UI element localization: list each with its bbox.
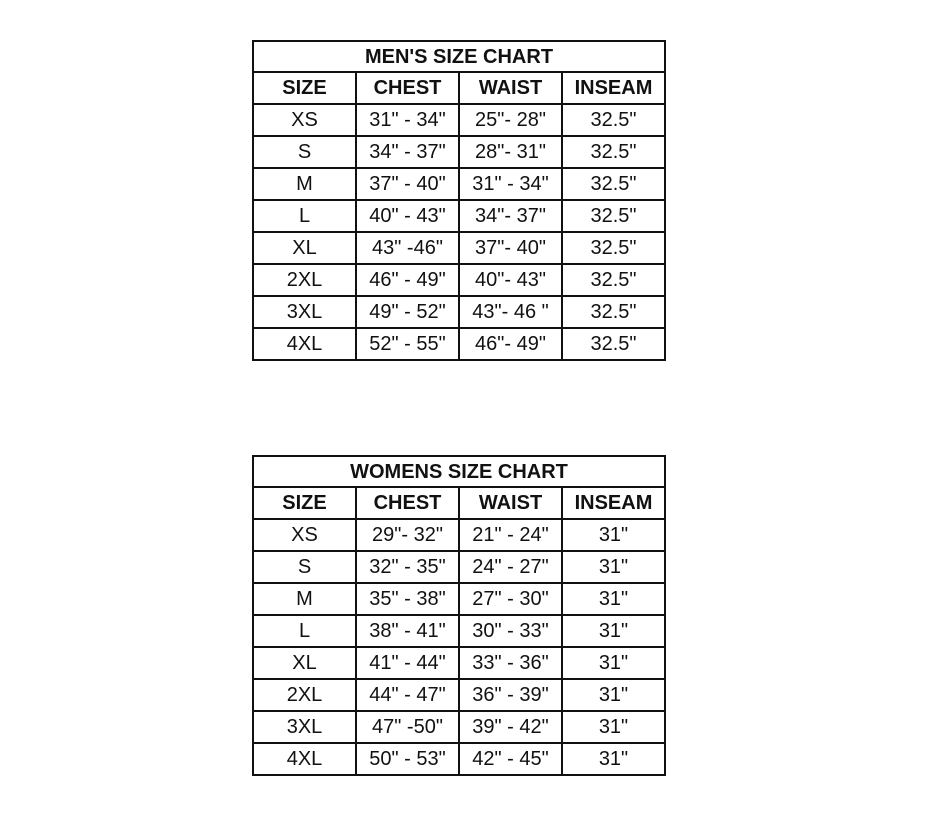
mens-cell-waist: 37"- 40" [459, 232, 562, 264]
mens-cell-size: L [253, 200, 356, 232]
mens-cell-size: M [253, 168, 356, 200]
mens-header-row [253, 72, 665, 104]
mens-cell-waist: 28"- 31" [459, 136, 562, 168]
womens-cell-size: 2XL [253, 679, 356, 711]
mens-header-size: SIZE [253, 72, 356, 104]
mens-table-row [253, 104, 665, 136]
womens-table-row [253, 551, 665, 583]
mens-cell-chest: 46" - 49" [356, 264, 459, 296]
womens-header-row [253, 487, 665, 519]
mens-cell-size: 4XL [253, 328, 356, 360]
womens-cell-size: XS [253, 519, 356, 551]
mens-table-row [253, 136, 665, 168]
womens-table-row [253, 679, 665, 711]
womens-cell-chest: 35" - 38" [356, 583, 459, 615]
womens-cell-waist: 24" - 27" [459, 551, 562, 583]
mens-cell-size: 2XL [253, 264, 356, 296]
womens-chart-title: WOMENS SIZE CHART [253, 456, 665, 487]
womens-cell-inseam: 31" [562, 711, 665, 743]
mens-cell-inseam: 32.5" [562, 168, 665, 200]
mens-table-body [253, 104, 665, 360]
womens-cell-inseam: 31" [562, 743, 665, 775]
mens-header-chest: CHEST [356, 72, 459, 104]
womens-cell-chest: 50" - 53" [356, 743, 459, 775]
mens-table-row [253, 264, 665, 296]
mens-cell-inseam: 32.5" [562, 200, 665, 232]
mens-table-row [253, 200, 665, 232]
womens-cell-chest: 47" -50" [356, 711, 459, 743]
mens-header-inseam: INSEAM [562, 72, 665, 104]
womens-cell-waist: 30" - 33" [459, 615, 562, 647]
mens-cell-inseam: 32.5" [562, 104, 665, 136]
mens-cell-waist: 46"- 49" [459, 328, 562, 360]
mens-cell-chest: 52" - 55" [356, 328, 459, 360]
womens-header-chest: CHEST [356, 487, 459, 519]
womens-cell-size: 3XL [253, 711, 356, 743]
womens-cell-size: M [253, 583, 356, 615]
mens-table-row [253, 168, 665, 200]
womens-size-chart-table [252, 455, 666, 776]
womens-header-inseam: INSEAM [562, 487, 665, 519]
mens-size-chart-table [252, 40, 666, 361]
womens-cell-waist: 21" - 24" [459, 519, 562, 551]
mens-cell-inseam: 32.5" [562, 136, 665, 168]
womens-header-size: SIZE [253, 487, 356, 519]
womens-cell-inseam: 31" [562, 615, 665, 647]
womens-cell-size: L [253, 615, 356, 647]
womens-cell-chest: 32" - 35" [356, 551, 459, 583]
womens-cell-waist: 39" - 42" [459, 711, 562, 743]
womens-table-row [253, 743, 665, 775]
womens-cell-chest: 38" - 41" [356, 615, 459, 647]
womens-cell-inseam: 31" [562, 551, 665, 583]
womens-table-row [253, 711, 665, 743]
mens-header-waist: WAIST [459, 72, 562, 104]
womens-cell-waist: 27" - 30" [459, 583, 562, 615]
mens-cell-size: S [253, 136, 356, 168]
mens-cell-chest: 43" -46" [356, 232, 459, 264]
mens-table-row [253, 296, 665, 328]
womens-table-body [253, 519, 665, 775]
mens-cell-waist: 40"- 43" [459, 264, 562, 296]
womens-table-row [253, 615, 665, 647]
mens-cell-waist: 34"- 37" [459, 200, 562, 232]
mens-table-row [253, 232, 665, 264]
mens-cell-chest: 49" - 52" [356, 296, 459, 328]
womens-cell-inseam: 31" [562, 519, 665, 551]
womens-cell-waist: 42" - 45" [459, 743, 562, 775]
mens-cell-waist: 43"- 46 " [459, 296, 562, 328]
womens-cell-chest: 44" - 47" [356, 679, 459, 711]
mens-cell-size: XL [253, 232, 356, 264]
womens-cell-waist: 33" - 36" [459, 647, 562, 679]
womens-table-row [253, 519, 665, 551]
mens-cell-waist: 31" - 34" [459, 168, 562, 200]
womens-cell-size: S [253, 551, 356, 583]
womens-table-row [253, 583, 665, 615]
womens-table-row [253, 647, 665, 679]
mens-chart-title: MEN'S SIZE CHART [253, 41, 665, 72]
mens-cell-waist: 25"- 28" [459, 104, 562, 136]
mens-cell-size: XS [253, 104, 356, 136]
womens-header-waist: WAIST [459, 487, 562, 519]
womens-cell-chest: 41" - 44" [356, 647, 459, 679]
mens-cell-chest: 37" - 40" [356, 168, 459, 200]
mens-cell-size: 3XL [253, 296, 356, 328]
mens-cell-chest: 40" - 43" [356, 200, 459, 232]
mens-table-row [253, 328, 665, 360]
womens-title-row [253, 456, 665, 487]
mens-cell-chest: 31" - 34" [356, 104, 459, 136]
mens-cell-inseam: 32.5" [562, 264, 665, 296]
mens-title-row [253, 41, 665, 72]
mens-cell-inseam: 32.5" [562, 232, 665, 264]
womens-cell-chest: 29"- 32" [356, 519, 459, 551]
mens-cell-chest: 34" - 37" [356, 136, 459, 168]
womens-cell-waist: 36" - 39" [459, 679, 562, 711]
womens-cell-size: XL [253, 647, 356, 679]
womens-cell-inseam: 31" [562, 679, 665, 711]
womens-cell-inseam: 31" [562, 647, 665, 679]
womens-cell-size: 4XL [253, 743, 356, 775]
mens-cell-inseam: 32.5" [562, 296, 665, 328]
mens-cell-inseam: 32.5" [562, 328, 665, 360]
womens-cell-inseam: 31" [562, 583, 665, 615]
